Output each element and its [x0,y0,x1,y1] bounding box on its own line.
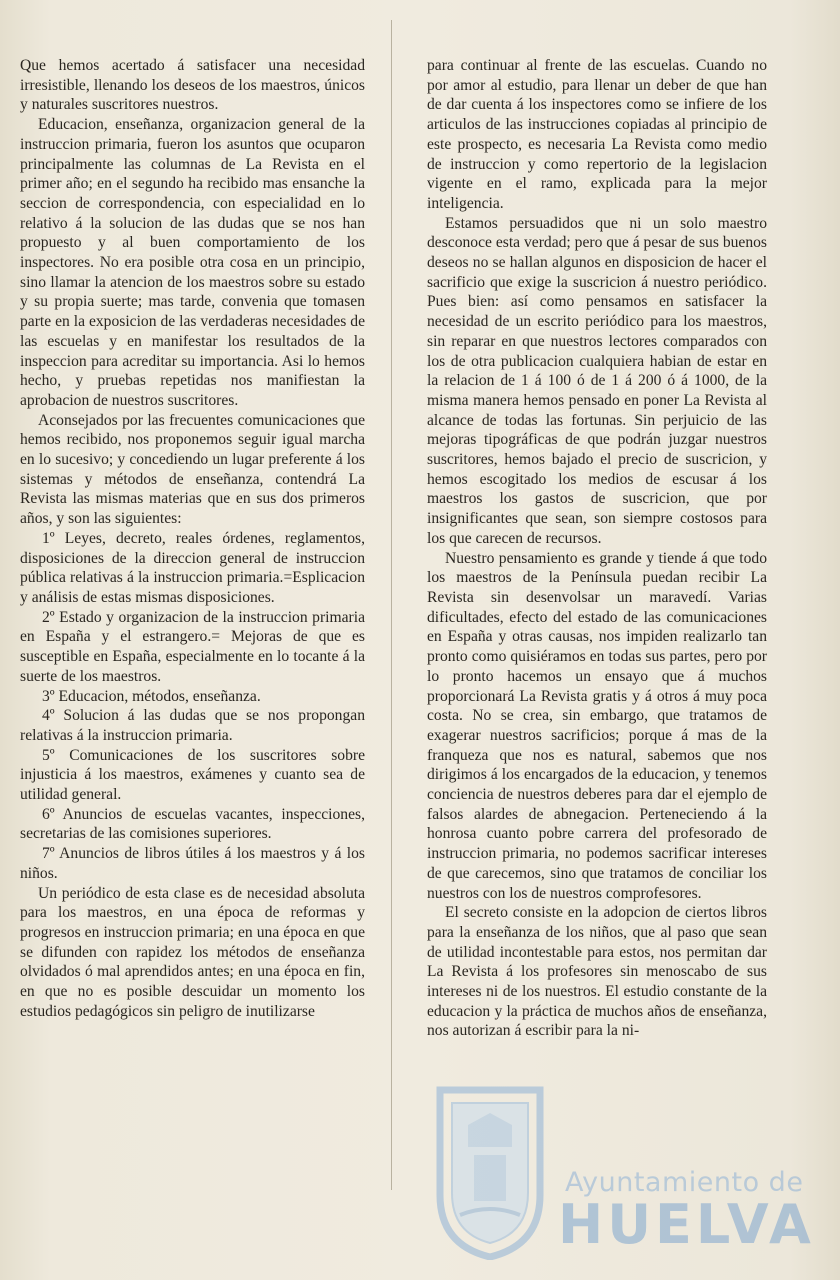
left-column [20,56,365,1021]
list-item: 3º Educacion, métodos, enseñanza. [42,687,261,705]
paragraph: Nuestro pensamiento es grande y tiende á que todo los maestros de la Península puedan recibir La Revista sin desenvolsar un maravedí. Varias dificultades, efecto del estado de las comunicaciones en España y otras causas, nos impiden realizarlo tan pronto como quisiéramos en todas sus partes, pero por lo pronto hacemos un ensayo que á muchos proporcionará La Revista gratis y á otros á muy poca costa. No se crea, sin embargo, que tratamos de exagerar nuestros sacrificios; porque á mas de la franqueza que nos es natural, sabemos que nos dirigimos á los encargados de la educacion, y tenemos conciencia de nuestros deberes para dar el ejemplo de falsos alardes de abnegacion. Perteneciendo á la honrosa cuanto pobre carrera del profesorado de instruccion primaria, no podemos sacrificar intereses de que carecemos, sino que tratamos de conciliar los nuestros con los de nuestros comprofesores. [427,549,767,902]
paragraph: El secreto consiste en la adopcion de ciertos libros para la enseñanza de los niños, que al paso que sean de utilidad incontestable para estos, nos permitan dar La Revista á los profesores sin menoscabo de sus intereses ni de los nuestros. El estudio constante de la educacion y la práctica de muchos años de enseñanza, nos autorizan á escribir para la ni- [427,904,767,1040]
paragraph: Educacion, enseñanza, organizacion general de la instruccion primaria, fueron los asuntos que ocuparon principalmente las columnas de La Revista en el primer año; en el segundo ha recibido mas ensanche la seccion de correspondencia, con especialidad en lo relativo á la solucion de las dudas que se nos han propuesto y al buen comportamiento de los inspectores. No era posible otra cosa en un principio, sino llamar la atencion de los maestros sobre su estado y su propia suerte; mas tarde, convenia que tomasen parte en la exposicion de las verdaderas necesidades de las escuelas y en manifestar los resultados de la inspeccion para acreditar su importancia. Asi lo hemos hecho, y pruebas repetidas nos manifiestan la aprobacion de nuestros suscritores. [20,116,365,409]
paragraph: Un periódico de esta clase es de necesidad absoluta para los maestros, en una época de reformas y progresos en instruccion primaria; en una época en que se difunden con rapidez los métodos de enseñanza olvidados ó mal aprendidos antes; en una época en fin, en que no es posible descuidar un momento los estudios pedagógicos sin peligro de inutilizarse [20,884,365,1020]
paragraph: Aconsejados por las frecuentes comunicaciones que hemos recibido, nos proponemos seguir igual marcha en lo sucesivo; y concediendo un lugar preferente á los sistemas y métodos de enseñanza, contendrá La Revista las mismas materias que en sus dos primeros años, y son las siguientes: [20,411,365,528]
watermark-line2: HUELVA [558,1193,815,1256]
list-item: 5º Comunicaciones de los suscritores sobre injusticia á los maestros, exámenes y cuanto sea de utilidad general. [20,746,365,804]
paragraph: Estamos persuadidos que ni un solo maestro desconoce esta verdad; pero que á pesar de sus buenos deseos no se hallan algunos en disposicion de hacer el sacrificio que exige la suscricion á nuestro periódico. Pues bien: así como pensamos en satisfacer la necesidad de un escrito periódico para los maestros, sin reparar en que nuestros lectores comparados con los de otra publicacion cualquiera habian de estar en la relacion de 1 á 100 ó de 1 á 200 ó á 1000, de la misma manera hemos pensado en poner La Revista al alcance de todas las fortunas. Sin perjuicio de las mejoras tipográficas de que podrán juzgar nuestros suscritores, hemos bajado el precio de suscricion, y hemos escogitado los medios de escusar á los maestros los gastos de suscricion, que por insignificantes que sean, son siempre costosos para los que carecen de recursos. [427,214,767,547]
list-item: 2º Estado y organizacion de la instruccion primaria en España y el estrangero.= Mejoras de que es susceptible en España, especialmente en lo tocante á la suerte de los maestros. [20,608,365,685]
watermark-line1: Ayuntamiento de [565,1167,804,1198]
right-column [427,56,767,1041]
list-item: 7º Anuncios de libros útiles á los maestros y á los niños. [20,845,365,882]
coat-of-arms-icon [430,1085,550,1260]
paragraph: Que hemos acertado á satisfacer una necesidad irresistible, llenando los deseos de los maestros, únicos y naturales suscritores nuestros. [20,57,365,114]
list-item: 4º Solucion á las dudas que se nos propongan relativas á la instruccion primaria. [20,707,365,744]
watermark [430,1085,815,1265]
list-item: 1º Leyes, decreto, reales órdenes, reglamentos, disposiciones de la direccion general de instruccion pública relativas á la instruccion primaria.=Esplicacion y análisis de estas mismas disposiciones. [20,529,365,606]
list-item: 6º Anuncios de escuelas vacantes, inspecciones, secretarias de las comisiones superiores. [20,805,365,843]
column-divider [391,20,392,1190]
paragraph: para continuar al frente de las escuelas. Cuando no por amor al estudio, para llenar un deber de que han de dar cuenta á los inspectores como se infiere de los articulos de las instrucciones copiadas al principio de este prospecto, es necesaria La Revista como medio de instruccion y como repertorio de la legislacion vigente en el ramo, explicada para la mejor inteligencia. [427,57,767,212]
